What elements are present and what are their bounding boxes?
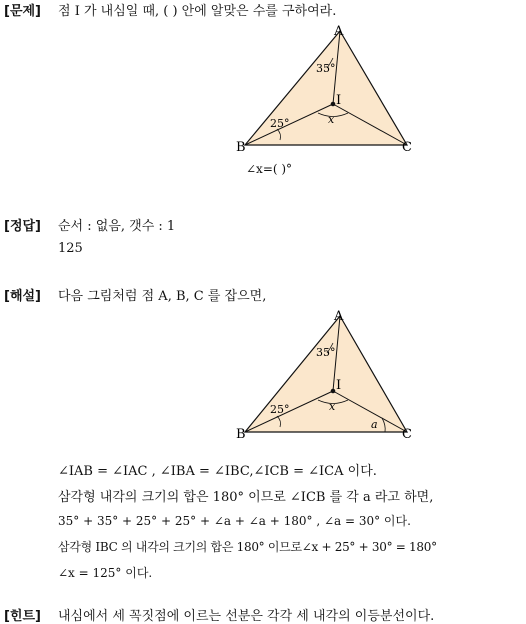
solution-line-1: ∠IAB = ∠IAC , ∠IBA = ∠IBC,∠ICB = ∠ICA 이다. [58, 464, 377, 479]
solution-tag: [해설] [4, 289, 41, 304]
label-b: B [236, 427, 246, 442]
problem-tag: [문제] [4, 4, 41, 19]
solution-figure [230, 305, 420, 445]
label-angle-x: x [329, 400, 336, 413]
label-c: C [402, 140, 412, 155]
problem-figure [230, 20, 420, 160]
solution-line-2: 삼각형 내각의 크기의 합은 180° 이므로 ∠ICB 를 각 a 라고 하면, [58, 490, 434, 505]
answer-tag: [정답] [4, 219, 41, 234]
label-angle-b: 25° [270, 117, 290, 130]
label-angle-a: 35° [316, 62, 336, 75]
label-a: A [334, 309, 344, 324]
solution-line-3: 35° + 35° + 25° + 25° + ∠a + ∠a + 180° , ∠a = 30° 이다. [58, 514, 411, 528]
label-a: A [334, 24, 344, 39]
solution-intro: 다음 그림처럼 점 A, B, C 를 잡으면, [58, 289, 267, 304]
answer-line2: 125 [58, 241, 83, 256]
label-angle-a: 35° [316, 346, 336, 359]
label-angle-x: x [328, 113, 335, 126]
label-angle-b: 25° [270, 403, 290, 416]
label-c: C [402, 427, 412, 442]
label-b: B [236, 140, 246, 155]
problem-text: 점 I 가 내심일 때, ( ) 안에 알맞은 수를 구하여라. [58, 4, 337, 19]
hint-text: 내심에서 세 꼭짓점에 이르는 선분은 각각 세 내각의 이등분선이다. [58, 609, 435, 624]
solution-line-4: 삼각형 IBC 의 내각의 크기의 합은 180° 이므로∠x + 25° + 30° = 180° [58, 540, 437, 554]
incenter-dot [331, 102, 336, 107]
hint-tag: [힌트] [4, 609, 41, 624]
label-i: I [336, 378, 342, 393]
answer-line1: 순서 : 없음, 갯수 : 1 [58, 219, 176, 234]
incenter-dot [331, 389, 336, 394]
label-angle-c: a [371, 418, 378, 431]
label-i: I [336, 93, 342, 108]
answer-prompt: ∠x=( )° [246, 162, 293, 176]
solution-line-5: ∠x = 125° 이다. [58, 566, 153, 580]
